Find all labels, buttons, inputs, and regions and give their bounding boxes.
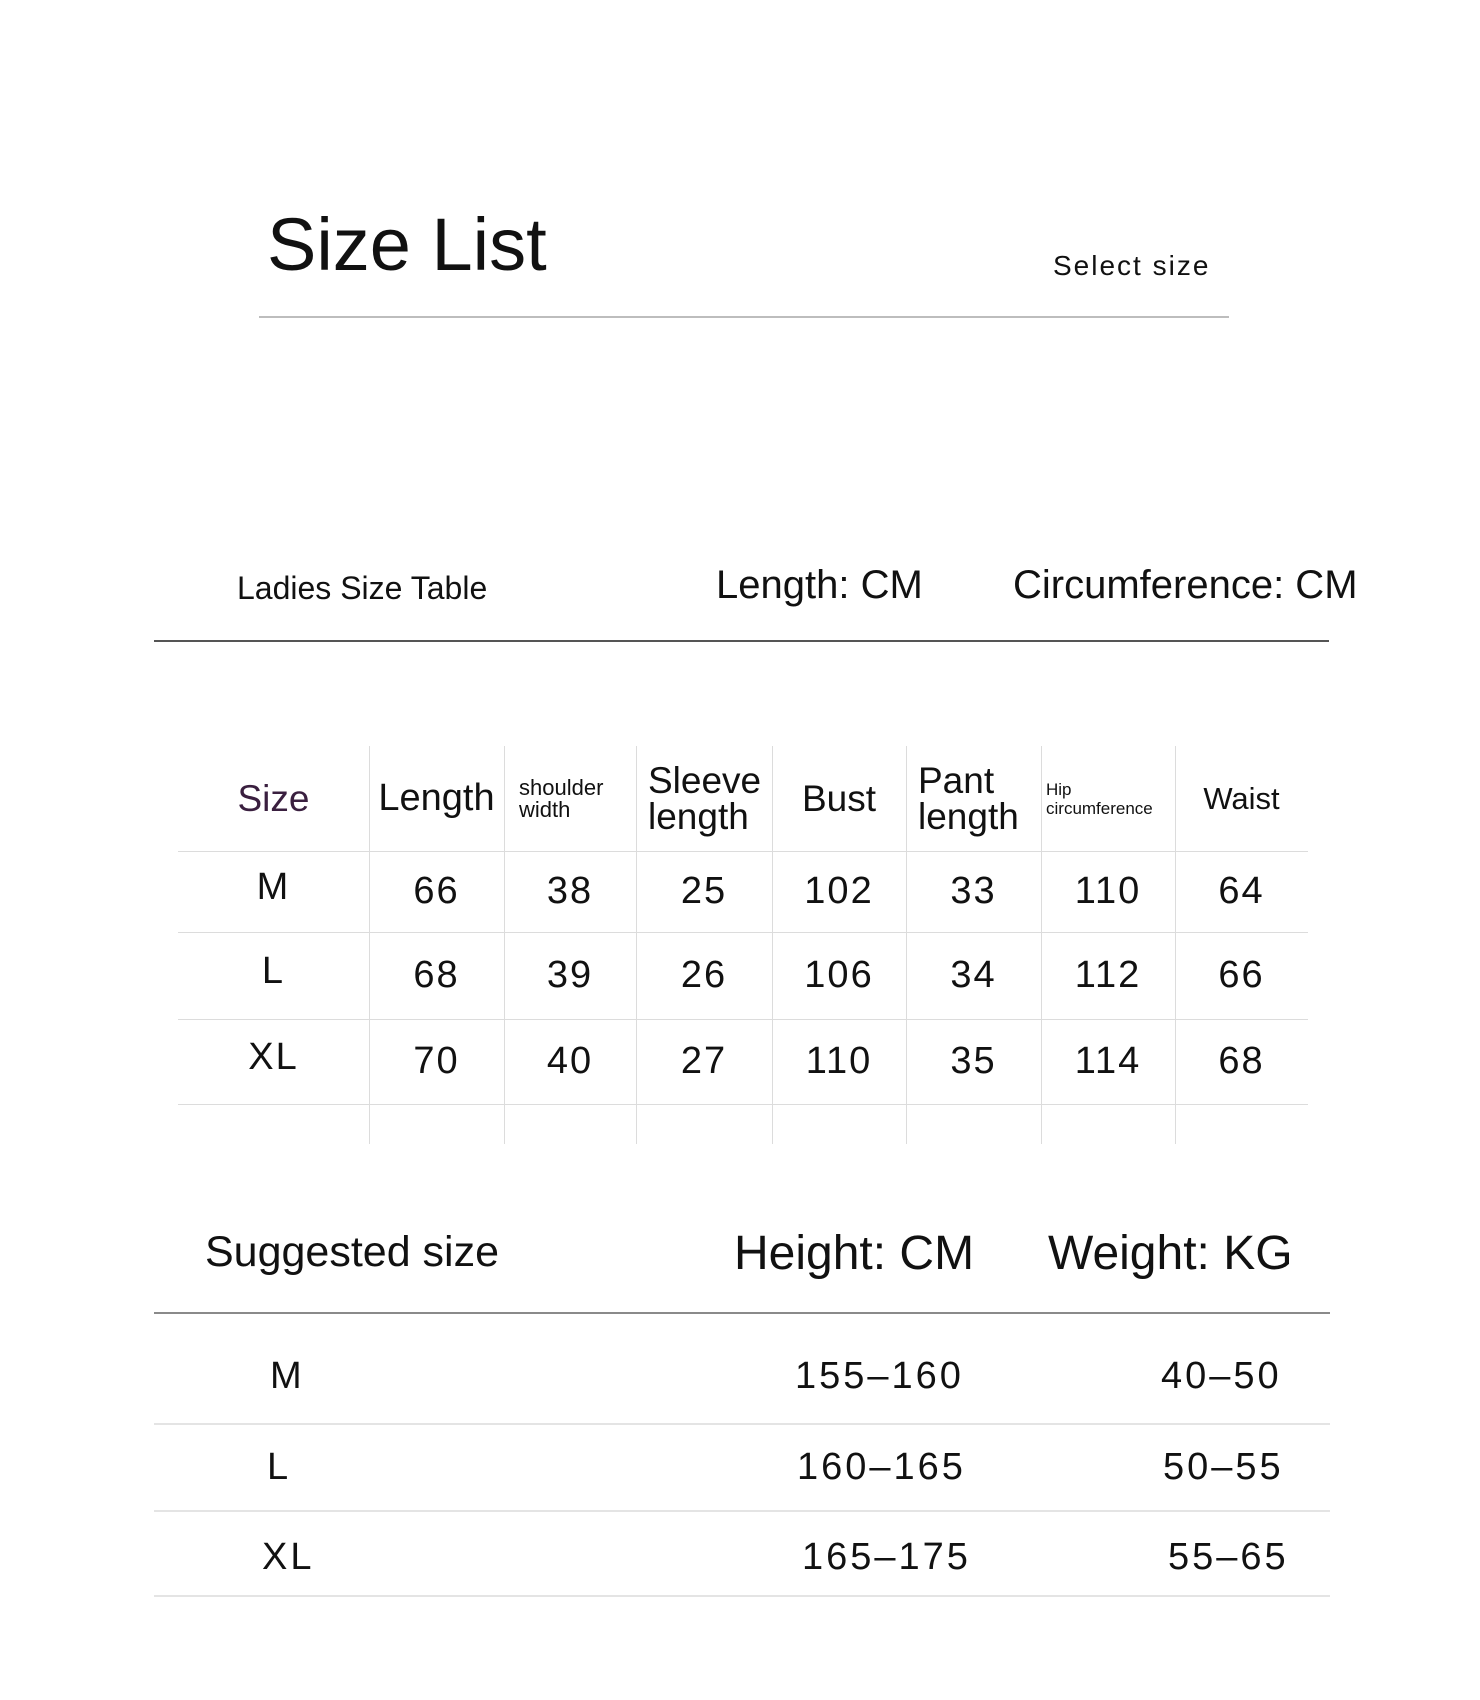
column-header-pant-length — [918, 746, 1041, 851]
table-cell: 110 — [1074, 870, 1142, 912]
height-unit-label: Height: CM — [734, 1227, 975, 1280]
table-cell: 26 — [680, 954, 728, 996]
page-title: Size List — [267, 203, 547, 286]
header-line: width — [519, 796, 571, 822]
header-line: length — [918, 795, 1019, 837]
table-cell: 66 — [413, 870, 460, 912]
column-header-waist: Waist — [1203, 780, 1280, 816]
table-cell: 25 — [680, 870, 728, 912]
table-cell: XL — [248, 1036, 299, 1078]
suggested-height-cell: 160–165 — [797, 1446, 966, 1488]
header-line: circumference — [1046, 798, 1153, 818]
suggested-size-cell: L — [267, 1446, 292, 1488]
header-line: length — [648, 795, 749, 837]
length-unit-label: Length: CM — [716, 563, 923, 607]
suggested-weight-cell: 50–55 — [1163, 1446, 1284, 1488]
grid-line — [178, 1104, 1308, 1105]
table-cell: 27 — [680, 1040, 728, 1082]
table-cell: M — [256, 866, 291, 908]
table-cell: 68 — [1218, 1040, 1265, 1082]
table-cell: 102 — [804, 870, 874, 912]
suggested-size-title: Suggested size — [205, 1228, 500, 1276]
header-line: Hip — [1046, 779, 1072, 799]
table-cell: 64 — [1218, 870, 1265, 912]
table-cell: 106 — [804, 954, 874, 996]
select-size-label[interactable]: Select size — [1053, 250, 1211, 281]
suggested-height-cell: 155–160 — [795, 1355, 964, 1397]
suggested-height-cell: 165–175 — [802, 1536, 971, 1578]
ladies-table-title: Ladies Size Table — [237, 570, 488, 606]
suggested-size-cell: XL — [262, 1536, 315, 1578]
column-header-shoulder-width — [519, 746, 636, 851]
column-header-hip-circumference — [1046, 746, 1175, 851]
column-header-size: Size — [237, 777, 310, 819]
title-divider — [259, 316, 1229, 318]
table-cell: 33 — [950, 870, 997, 912]
size-table — [178, 746, 1308, 1144]
weight-unit-label: Weight: KG — [1048, 1227, 1293, 1280]
circumference-unit-label: Circumference: CM — [1013, 563, 1358, 607]
suggested-size-cell: M — [270, 1355, 305, 1397]
table-cell: 39 — [546, 954, 594, 996]
header-line: shoulder — [519, 774, 604, 800]
table-cell: 112 — [1074, 954, 1142, 996]
table-cell: 66 — [1218, 954, 1265, 996]
table-cell: 40 — [546, 1040, 594, 1082]
column-header-bust: Bust — [801, 777, 877, 819]
row-divider — [154, 1423, 1330, 1425]
row-divider — [154, 1510, 1330, 1512]
suggested-header-divider — [154, 1312, 1330, 1314]
suggested-weight-cell: 55–65 — [1168, 1536, 1289, 1578]
table-cell: 35 — [950, 1040, 997, 1082]
column-header-sleeve-length — [648, 746, 772, 851]
table-cell: 68 — [413, 954, 460, 996]
header-line: Pant — [918, 759, 995, 801]
table-cell: 114 — [1074, 1040, 1142, 1082]
column-header-length: Length — [378, 777, 495, 819]
table-cell: 70 — [413, 1040, 460, 1082]
table-cell: 110 — [805, 1040, 873, 1082]
table-cell: 38 — [546, 870, 594, 912]
table-cell: 34 — [950, 954, 997, 996]
suggested-weight-cell: 40–50 — [1161, 1355, 1282, 1397]
ladies-header-divider — [154, 640, 1329, 642]
table-cell: L — [261, 950, 286, 992]
row-divider — [154, 1595, 1330, 1597]
header-line: Sleeve — [648, 759, 762, 801]
